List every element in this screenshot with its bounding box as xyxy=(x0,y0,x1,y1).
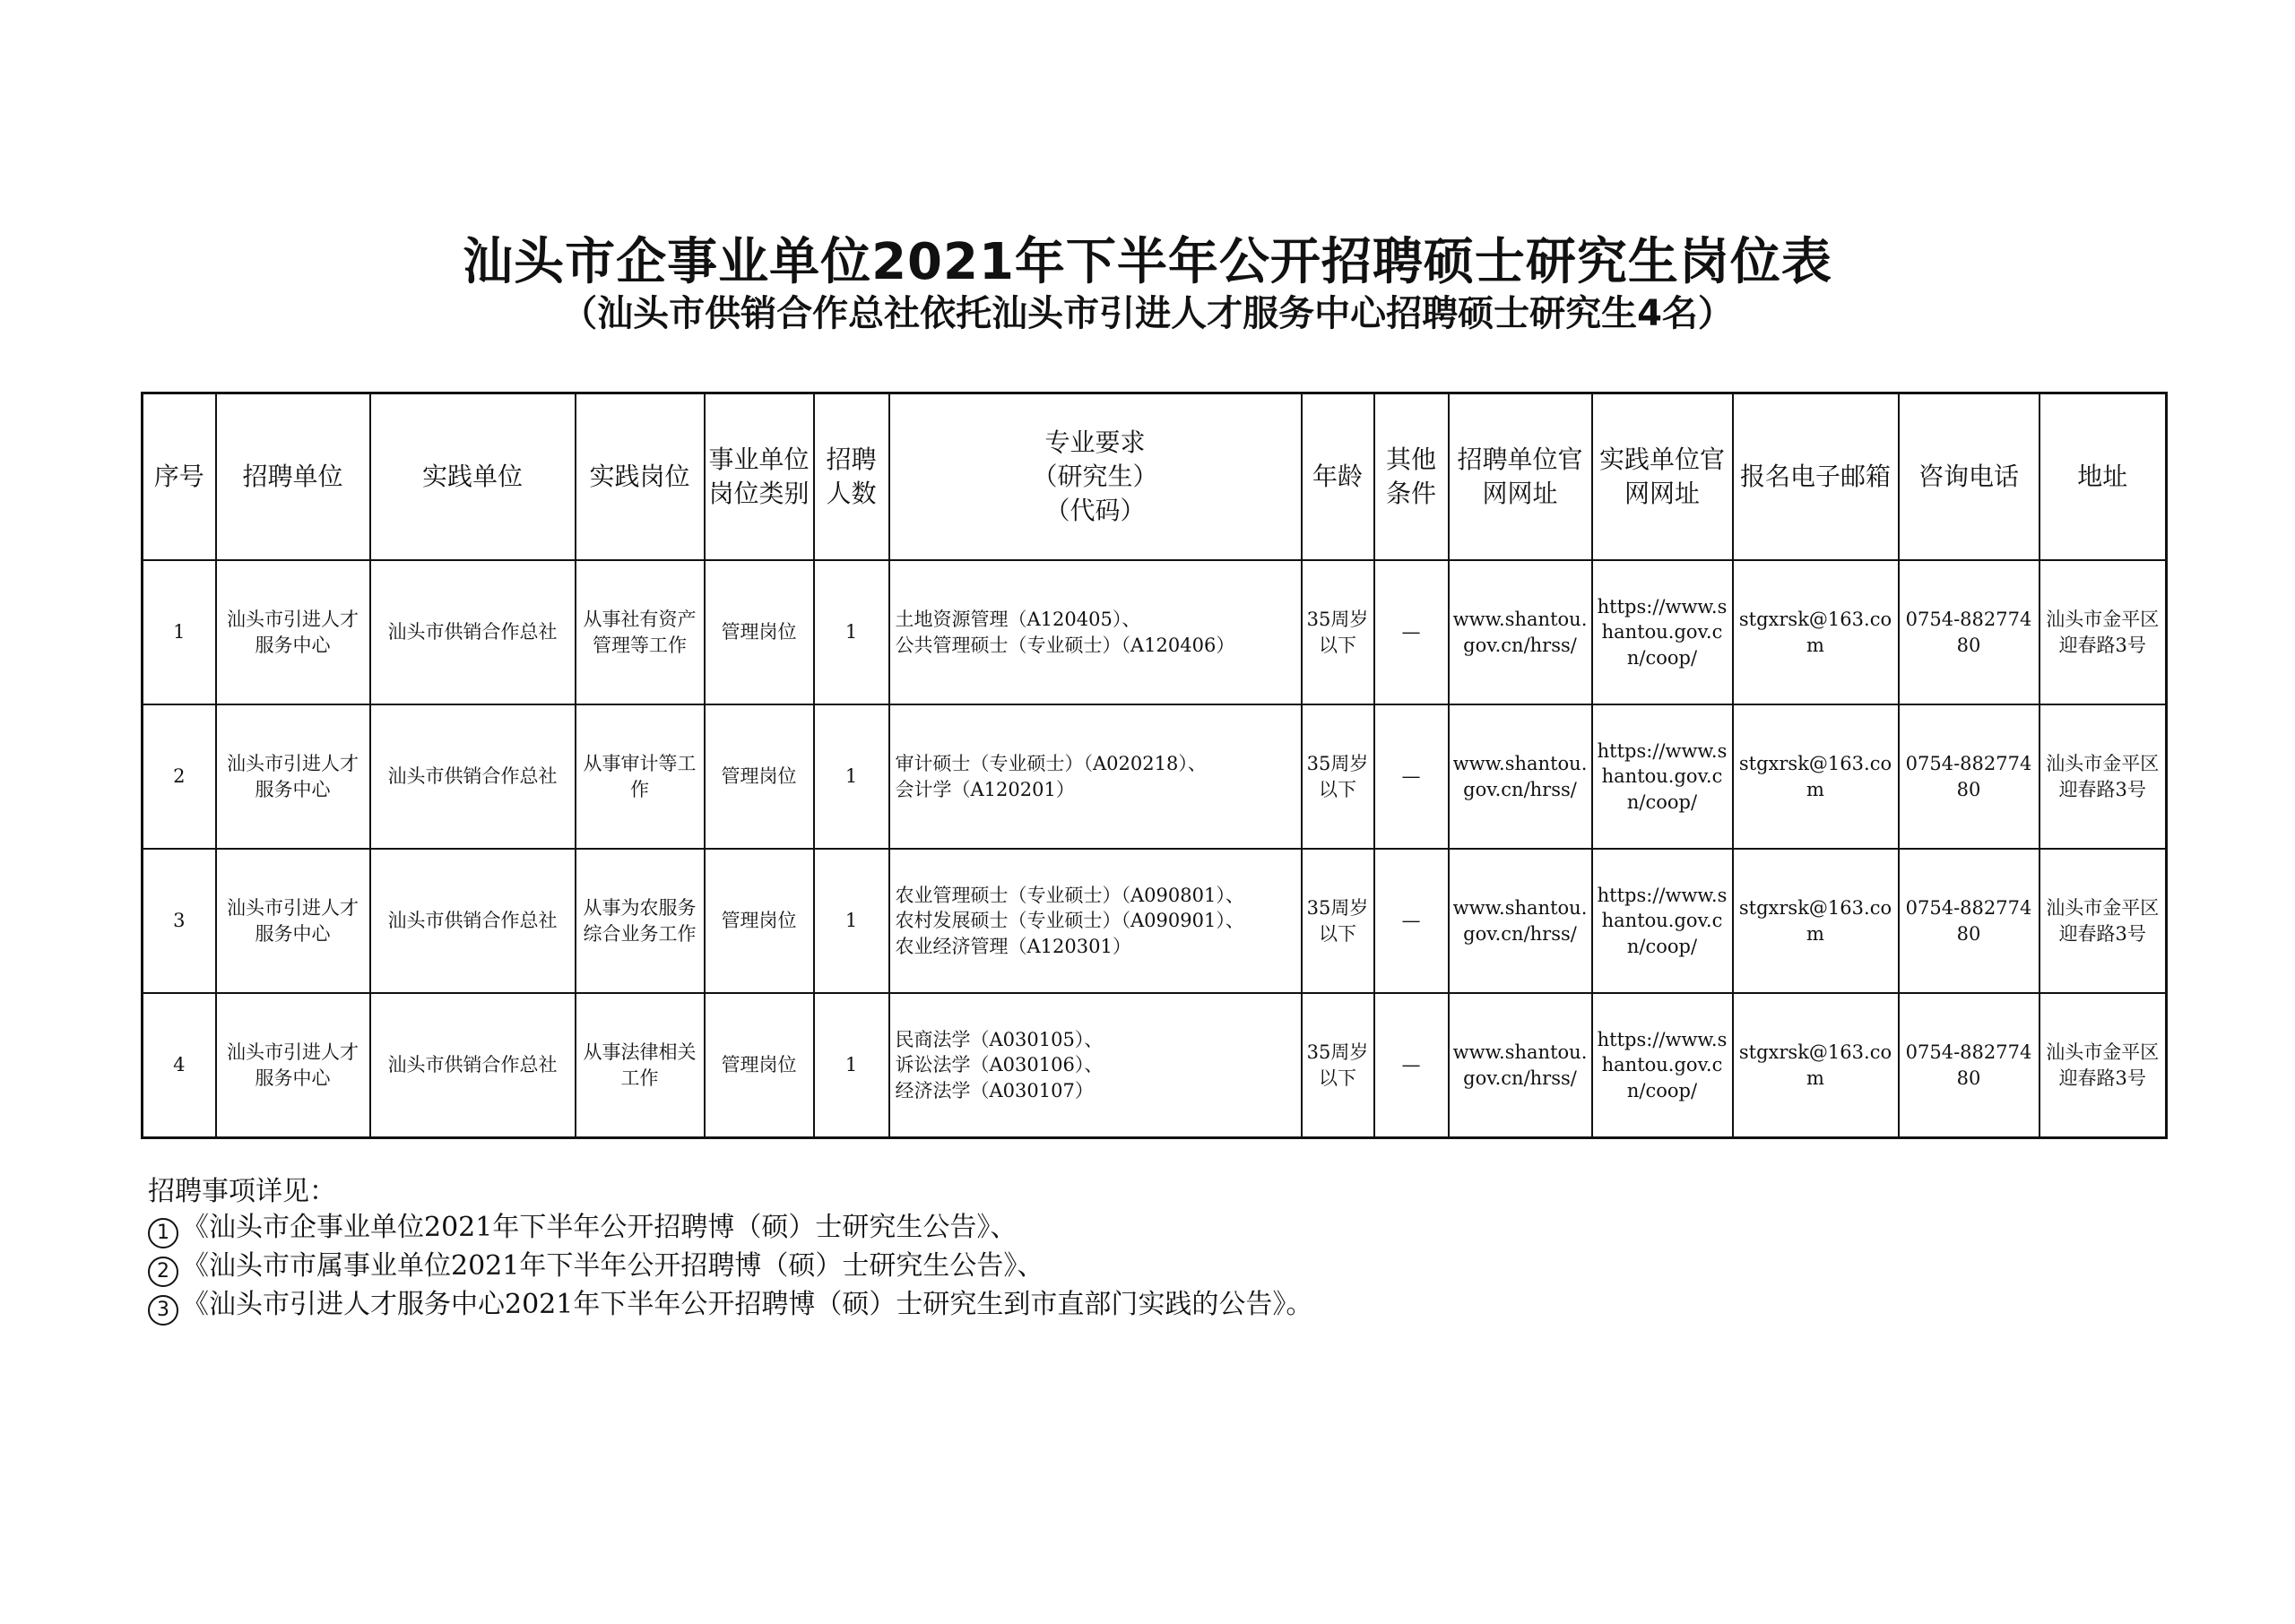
cell-practice-site-link[interactable]: https://www.shantou.gov.cn/coop/ xyxy=(1592,560,1733,704)
cell-major: 土地资源管理（A120405）、 公共管理硕士（专业硕士）（A120406） xyxy=(889,560,1302,704)
cell-email-link[interactable]: stgxrsk@163.com xyxy=(1733,993,1899,1138)
header-email: 报名电子邮箱 xyxy=(1733,393,1899,561)
header-other: 其他条件 xyxy=(1374,393,1449,561)
header-no: 序号 xyxy=(143,393,216,561)
cell-count: 1 xyxy=(814,849,889,993)
cell-practice-unit: 汕头市供销合作总社 xyxy=(370,993,576,1138)
cell-email-link[interactable]: stgxrsk@163.com xyxy=(1733,704,1899,849)
cell-major: 农业管理硕士（专业硕士）（A090801）、 农村发展硕士（专业硕士）（A090901）、 农业经济管理（A120301） xyxy=(889,849,1302,993)
cell-practice-post: 从事法律相关工作 xyxy=(576,993,705,1138)
circled-number-marker: 2 xyxy=(148,1257,178,1287)
note-item xyxy=(148,1210,1312,1248)
cell-count: 1 xyxy=(814,704,889,849)
positions-table xyxy=(141,392,2168,1139)
header-count: 招聘人数 xyxy=(814,393,889,561)
cell-other: — xyxy=(1374,849,1449,993)
circled-number-marker: 3 xyxy=(148,1295,178,1326)
cell-unit-site-link[interactable]: www.shantou.gov.cn/hrss/ xyxy=(1449,849,1592,993)
note-text: 《汕头市引进人才服务中心2021年下半年公开招聘博（硕）士研究生到市直部门实践的公告》。 xyxy=(182,1289,1313,1320)
header-category: 事业单位岗位类别 xyxy=(705,393,814,561)
cell-unit-site-link[interactable]: www.shantou.gov.cn/hrss/ xyxy=(1449,704,1592,849)
cell-address: 汕头市金平区迎春路3号 xyxy=(2040,704,2167,849)
cell-age: 35周岁以下 xyxy=(1302,849,1374,993)
header-major: 专业要求 （研究生） （代码） xyxy=(889,393,1302,561)
note-item xyxy=(148,1248,1312,1287)
table-header-row xyxy=(143,393,2167,561)
cell-address: 汕头市金平区迎春路3号 xyxy=(2040,849,2167,993)
cell-age: 35周岁以下 xyxy=(1302,704,1374,849)
cell-practice-site-link[interactable]: https://www.shantou.gov.cn/coop/ xyxy=(1592,993,1733,1138)
header-age: 年龄 xyxy=(1302,393,1374,561)
cell-major: 审计硕士（专业硕士）（A020218）、 会计学（A120201） xyxy=(889,704,1302,849)
cell-phone: 0754-88277480 xyxy=(1899,993,2040,1138)
cell-category: 管理岗位 xyxy=(705,704,814,849)
circled-number-marker: 1 xyxy=(148,1218,178,1248)
header-practice-site: 实践单位官网网址 xyxy=(1592,393,1733,561)
header-phone: 咨询电话 xyxy=(1899,393,2040,561)
cell-category: 管理岗位 xyxy=(705,560,814,704)
cell-other: — xyxy=(1374,993,1449,1138)
cell-practice-site-link[interactable]: https://www.shantou.gov.cn/coop/ xyxy=(1592,849,1733,993)
cell-other: — xyxy=(1374,704,1449,849)
cell-no: 2 xyxy=(143,704,216,849)
recruitment-notes xyxy=(148,1174,1312,1326)
cell-unit: 汕头市引进人才服务中心 xyxy=(216,704,370,849)
note-text: 《汕头市企事业单位2021年下半年公开招聘博（硕）士研究生公告》、 xyxy=(182,1212,1018,1243)
header-unit: 招聘单位 xyxy=(216,393,370,561)
cell-category: 管理岗位 xyxy=(705,993,814,1138)
cell-practice-unit: 汕头市供销合作总社 xyxy=(370,849,576,993)
cell-age: 35周岁以下 xyxy=(1302,993,1374,1138)
cell-phone: 0754-88277480 xyxy=(1899,849,2040,993)
cell-unit-site-link[interactable]: www.shantou.gov.cn/hrss/ xyxy=(1449,993,1592,1138)
cell-phone: 0754-88277480 xyxy=(1899,560,2040,704)
table-row xyxy=(143,993,2167,1138)
cell-no: 3 xyxy=(143,849,216,993)
cell-unit: 汕头市引进人才服务中心 xyxy=(216,849,370,993)
table-row xyxy=(143,849,2167,993)
cell-age: 35周岁以下 xyxy=(1302,560,1374,704)
cell-no: 1 xyxy=(143,560,216,704)
cell-practice-post: 从事审计等工作 xyxy=(576,704,705,849)
table-row xyxy=(143,560,2167,704)
cell-practice-site-link[interactable]: https://www.shantou.gov.cn/coop/ xyxy=(1592,704,1733,849)
cell-phone: 0754-88277480 xyxy=(1899,704,2040,849)
cell-count: 1 xyxy=(814,993,889,1138)
cell-practice-unit: 汕头市供销合作总社 xyxy=(370,560,576,704)
cell-other: — xyxy=(1374,560,1449,704)
cell-address: 汕头市金平区迎春路3号 xyxy=(2040,560,2167,704)
cell-practice-post: 从事为农服务综合业务工作 xyxy=(576,849,705,993)
cell-category: 管理岗位 xyxy=(705,849,814,993)
page-title: 汕头市企事业单位2021年下半年公开招聘硕士研究生岗位表 xyxy=(463,233,1832,291)
header-unit-site: 招聘单位官网网址 xyxy=(1449,393,1592,561)
cell-practice-unit: 汕头市供销合作总社 xyxy=(370,704,576,849)
header-address: 地址 xyxy=(2040,393,2167,561)
note-item xyxy=(148,1287,1312,1326)
table-row xyxy=(143,704,2167,849)
notes-heading: 招聘事项详见： xyxy=(148,1176,336,1207)
cell-major: 民商法学（A030105）、 诉讼法学（A030106）、 经济法学（A030107） xyxy=(889,993,1302,1138)
cell-unit: 汕头市引进人才服务中心 xyxy=(216,560,370,704)
cell-address: 汕头市金平区迎春路3号 xyxy=(2040,993,2167,1138)
header-practice-post: 实践岗位 xyxy=(576,393,705,561)
cell-count: 1 xyxy=(814,560,889,704)
cell-unit: 汕头市引进人才服务中心 xyxy=(216,993,370,1138)
cell-unit-site-link[interactable]: www.shantou.gov.cn/hrss/ xyxy=(1449,560,1592,704)
note-text: 《汕头市市属事业单位2021年下半年公开招聘博（硕）士研究生公告》、 xyxy=(182,1250,1044,1282)
cell-email-link[interactable]: stgxrsk@163.com xyxy=(1733,849,1899,993)
page-subtitle: （汕头市供销合作总社依托汕头市引进人才服务中心招聘硕士研究生4名） xyxy=(561,293,1734,334)
cell-practice-post: 从事社有资产管理等工作 xyxy=(576,560,705,704)
header-practice-unit: 实践单位 xyxy=(370,393,576,561)
cell-no: 4 xyxy=(143,993,216,1138)
cell-email-link[interactable]: stgxrsk@163.com xyxy=(1733,560,1899,704)
